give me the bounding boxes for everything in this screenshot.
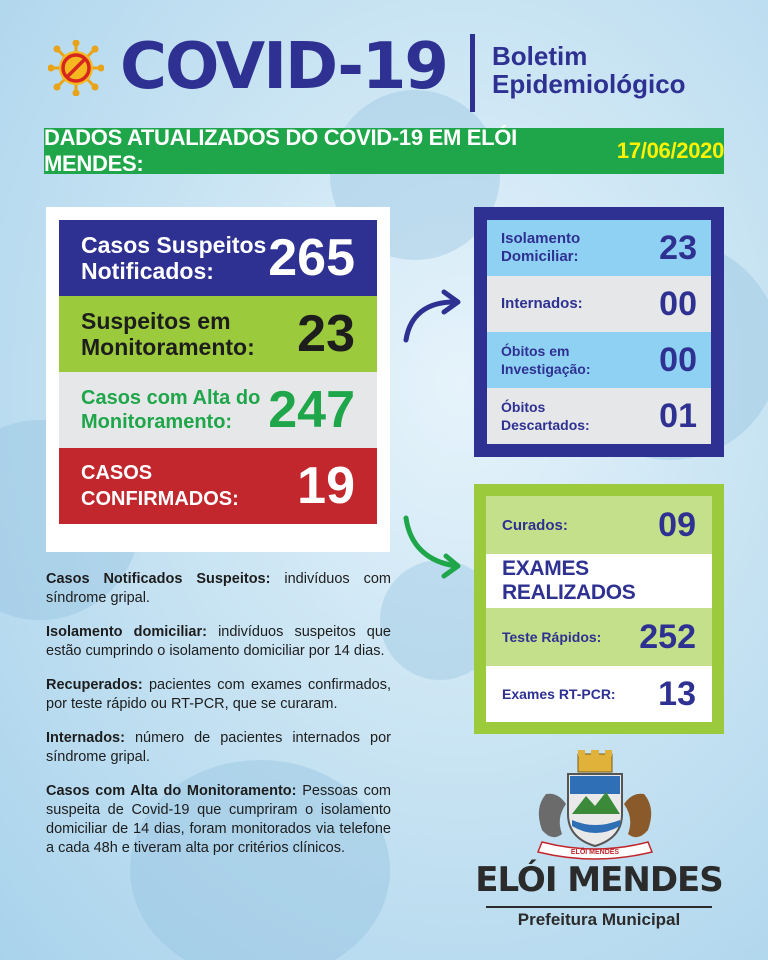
- definitions: [46, 570, 391, 873]
- stat-value: 09: [658, 505, 696, 544]
- stat-label: Exames RT-PCR:: [502, 686, 616, 702]
- date-banner: [44, 125, 724, 176]
- header: [40, 28, 740, 118]
- stat-value: 13: [658, 674, 696, 713]
- stat-label-line: Investigação:: [501, 361, 591, 377]
- crest-ribbon-text: ELÓI MENDES: [570, 849, 620, 856]
- definition-text: indivíduos suspeitos que estão cumprindo o isolamento domiciliar por 14 dias.: [46, 624, 391, 659]
- curved-arrow-down-icon: [398, 512, 468, 582]
- stat-label: [81, 308, 255, 360]
- stat-discharged-monitoring: [59, 372, 377, 448]
- main-stats-panel: [46, 207, 390, 552]
- definition-item: [46, 782, 391, 858]
- stat-label-line: Notificados:: [81, 258, 214, 284]
- definition-term: Isolamento domiciliar:: [46, 624, 207, 640]
- stat-suspected-notified: [59, 220, 377, 296]
- curved-arrow-up-icon: [398, 288, 468, 348]
- stat-rapid-tests: [486, 608, 712, 666]
- stat-label: [81, 386, 260, 434]
- stat-label-line: Casos com Alta do: [81, 387, 261, 409]
- stat-label-line: Monitoramento:: [81, 334, 255, 360]
- definition-term: Casos Notificados Suspeitos:: [46, 571, 271, 587]
- definition-text: número de pacientes internados por síndrome gripal.: [46, 730, 391, 765]
- page-subtitle: [492, 42, 686, 98]
- stat-value: 23: [297, 305, 355, 363]
- city-name: ELÓI MENDES: [475, 860, 723, 900]
- stat-label: Curados:: [502, 516, 568, 534]
- stat-rt-pcr: [486, 666, 712, 722]
- definition-item: [46, 729, 391, 767]
- stat-label-line: Isolamento: [501, 230, 581, 247]
- definition-text: Pessoas com suspeita de Covid-19 que cumpriram o isolamento domiciliar de 14 dias, foram monitorados via telefone a cada 48h e tiveram alta por critérios clínicos.: [46, 783, 391, 856]
- municipal-crest-icon: [528, 748, 662, 860]
- stat-label: [501, 230, 580, 266]
- stat-label-line: CONFIRMADOS:: [81, 488, 239, 510]
- stat-value: 23: [659, 228, 697, 267]
- stat-label: [501, 342, 590, 378]
- stat-label-line: Monitoramento:: [81, 411, 233, 433]
- covid-virus-icon: [48, 40, 104, 96]
- stat-label: [81, 232, 266, 284]
- definition-term: Casos com Alta do Monitoramento:: [46, 783, 297, 799]
- isolation-stats-panel: [474, 207, 724, 457]
- banner-date: 17/06/2020: [616, 138, 724, 163]
- stat-label-line: Óbitos em: [501, 343, 570, 359]
- stat-confirmed-cases: [59, 448, 377, 524]
- subtitle-line: Boletim: [492, 41, 588, 71]
- banner-text: DADOS ATUALIZADOS DO COVID-19 EM ELÓI MENDES:: [44, 125, 517, 176]
- stat-label-line: Casos Suspeitos: [81, 232, 267, 258]
- definition-text: pacientes com exames confirmados, por teste rápido ou RT-PCR, que se curaram.: [46, 677, 391, 712]
- stat-suspected-monitoring: [59, 296, 377, 372]
- stat-label: [501, 398, 590, 434]
- stat-value: 19: [297, 457, 355, 515]
- definition-term: Internados:: [46, 730, 125, 746]
- city-subtitle: Prefeitura Municipal: [517, 910, 681, 929]
- stat-label: Teste Rápidos:: [502, 629, 602, 645]
- definition-item: [46, 570, 391, 608]
- stat-hospitalized: [487, 276, 711, 332]
- stat-cured: [486, 496, 712, 554]
- definition-text: indivíduos com síndrome gripal.: [46, 571, 391, 606]
- definition-term: Recuperados:: [46, 677, 143, 693]
- stat-value: 265: [268, 229, 355, 287]
- stat-label: [501, 295, 583, 313]
- stat-value: 247: [268, 381, 355, 439]
- stat-label-line: Internados:: [501, 295, 583, 312]
- page-title: COVID-19: [120, 30, 447, 104]
- stat-value: 252: [639, 617, 696, 656]
- stat-deaths-investigation: [487, 332, 711, 388]
- exams-heading: EXAMES REALIZADOS: [486, 554, 712, 608]
- stat-label: [81, 460, 239, 512]
- stat-label-line: Suspeitos em: [81, 308, 231, 334]
- stat-label-line: Descartados:: [501, 417, 590, 433]
- subtitle-line: Epidemiológico: [492, 69, 686, 99]
- stat-deaths-discarded: [487, 388, 711, 444]
- stat-label-line: Óbitos: [501, 399, 546, 415]
- city-divider: [486, 906, 712, 908]
- stat-value: 00: [659, 340, 697, 379]
- stat-label-line: CASOS: [81, 462, 153, 484]
- stat-home-isolation: [487, 220, 711, 276]
- stat-value: 01: [659, 396, 697, 435]
- title-divider: [470, 34, 475, 112]
- exams-panel: [474, 484, 724, 734]
- stat-value: 00: [659, 284, 697, 323]
- stat-label-line: Domiciliar:: [501, 248, 579, 265]
- definition-item: [46, 623, 391, 661]
- definition-item: [46, 676, 391, 714]
